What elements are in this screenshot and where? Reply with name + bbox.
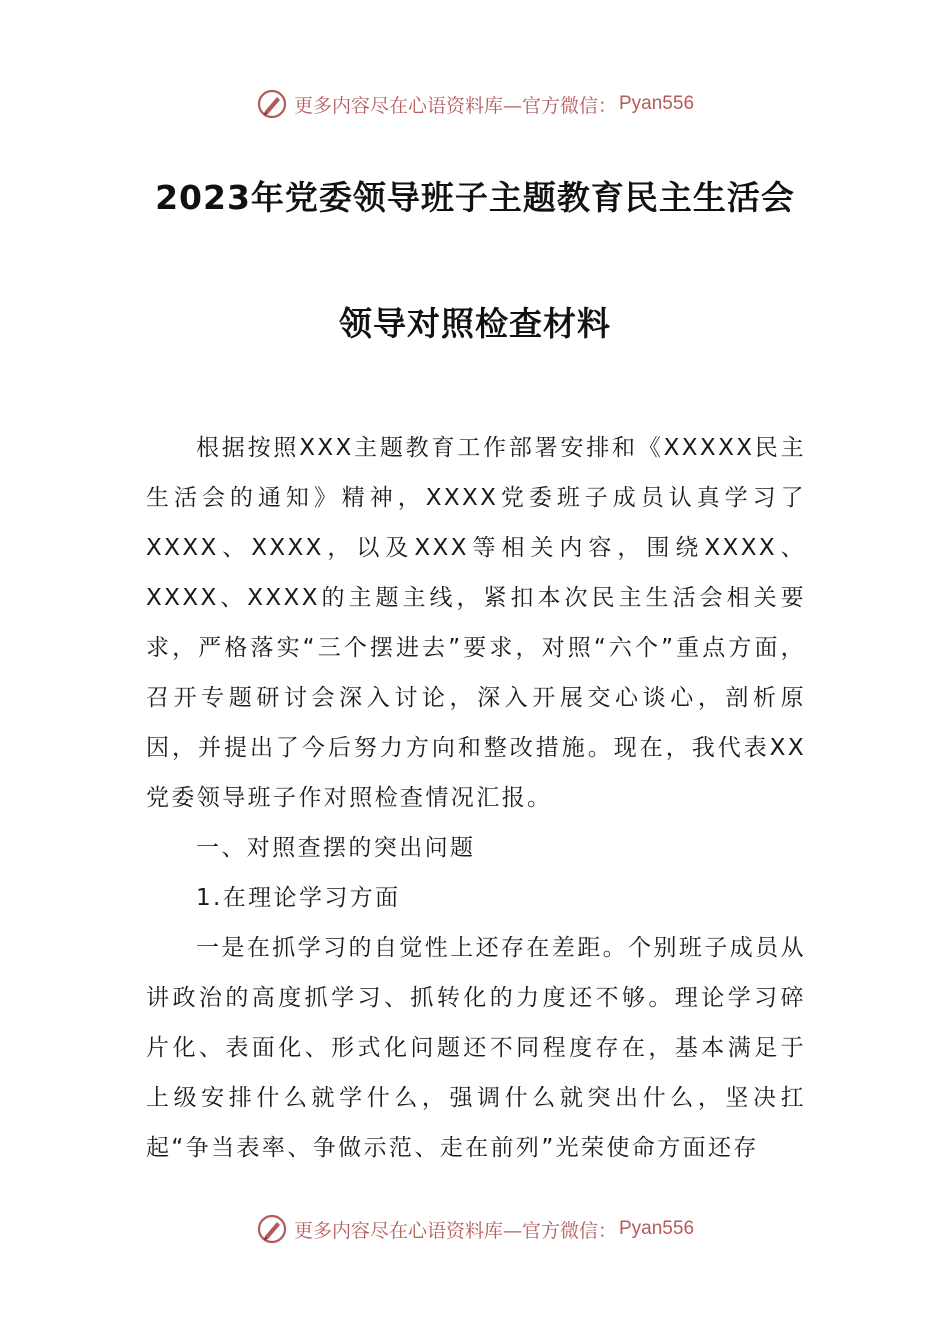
pen-logo-icon [256, 88, 288, 120]
watermark-id: Pyan556 [619, 1218, 695, 1239]
document-title-line2: 领导对照检查材料 [339, 304, 611, 343]
watermark-text: 更多内容尽在心语资料库—官方微信： [293, 94, 617, 117]
section-heading: 一、对照查摆的突出问题 [196, 835, 476, 861]
watermark-text: 更多内容尽在心语资料库—官方微信： [293, 1219, 617, 1242]
subsection-heading: 1.在理论学习方面 [196, 885, 401, 911]
watermark-header [0, 84, 950, 124]
paragraph-theory-study: 一是在抓学习的自觉性上还存在差距。个别班子成员从讲政治的高度抓学习、抓转化的力度还不够。理论学习碎片化、表面化、形式化问题还不同程度存在，基本满足于上级安排什么就学什么，强调什么就突出什么，坚决扛起“争当表率、争做示范、走在前列”光荣使命方面还存 [146, 935, 806, 1161]
paragraph-intro: 根据按照XXX主题教育工作部署安排和《XXXXX民主生活会的通知》精神，XXXX党委班子成员认真学习了XXXX、XXXX，以及XXX等相关内容，围绕XXXX、XXXX、XXXX的主题主线，紧扣本次民主生活会相关要求，严格落实“三个摆进去”要求，对照“六个”重点方面，召开专题研讨会深入讨论，深入开展交心谈心，剖析原因，并提出了今后努力方向和整改措施。现在，我代表XX党委领导班子作对照检查情况汇报。 [146, 435, 806, 811]
watermark-footer [0, 1209, 950, 1249]
watermark-id: Pyan556 [619, 93, 695, 114]
pen-logo-icon [256, 1213, 288, 1245]
document-title-line1: 2023年党委领导班子主题教育民主生活会 [155, 178, 795, 217]
